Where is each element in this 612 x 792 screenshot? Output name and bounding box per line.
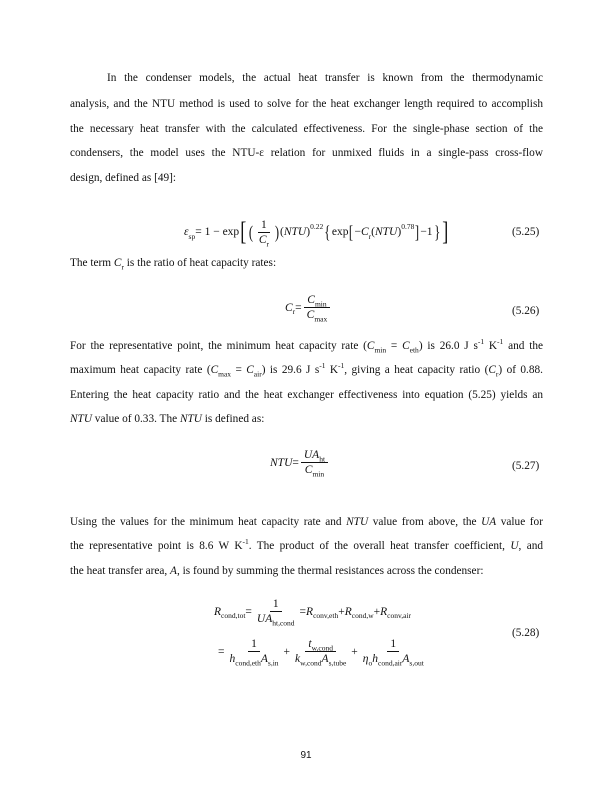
subscript: max	[218, 369, 232, 377]
subscript: conv,air	[387, 611, 412, 620]
text-segment: +	[373, 605, 381, 618]
numerator	[248, 637, 260, 652]
fraction	[254, 597, 298, 626]
italic-symbol: R	[380, 605, 388, 618]
text-segment: ) of 0.88.	[498, 364, 543, 376]
italic-symbol: U	[510, 540, 519, 552]
eq-symbol: C	[360, 226, 369, 238]
text-segment: maximum heat capacity rate (	[70, 364, 211, 376]
subscript: conv,eth	[313, 611, 339, 620]
italic-symbol: C	[402, 340, 410, 352]
text-segment: and the	[503, 340, 543, 352]
fraction	[292, 637, 349, 666]
fraction	[360, 637, 427, 666]
eq-symbol: NTU	[283, 226, 307, 238]
paren-open: (	[248, 221, 253, 242]
italic-symbol: A	[170, 565, 177, 577]
italic-symbol: R	[344, 605, 352, 618]
text-segment: design, defined as [49]:	[70, 172, 177, 184]
denominator	[256, 233, 272, 247]
text-segment: value of 0.33. The	[91, 413, 180, 425]
eq-symbol: C	[306, 309, 315, 321]
text-segment: =	[218, 645, 225, 658]
eq-symbol: UA	[303, 449, 320, 461]
text-segment: In the condenser models, the actual heat transfer is known from the thermodynamic	[107, 72, 543, 84]
text-segment: the representative point is 8.6 W K	[70, 540, 243, 552]
italic-symbol: h	[229, 653, 236, 665]
text-segment: +	[283, 645, 291, 658]
italic-symbol: UA	[481, 516, 497, 528]
bracket-close: ]	[442, 217, 449, 246]
paragraph-1-line-1	[107, 71, 543, 85]
paragraph-1-line-4	[70, 146, 543, 160]
eq-sup: 0.22	[310, 221, 324, 231]
eq-symbol: NTU	[270, 456, 293, 469]
supscript: -1	[497, 339, 504, 347]
text-segment: ) is 26.0 J s	[418, 340, 478, 352]
text-segment: =	[299, 605, 307, 618]
italic-symbol: C	[113, 257, 122, 269]
text-segment: For the representative point, the minimum heat capacity rate (	[70, 340, 367, 352]
subscript: r	[495, 369, 499, 377]
eq-sub: sp	[188, 231, 196, 241]
equation-number: (5.26)	[512, 305, 540, 317]
eq-symbol: NTU	[374, 226, 398, 238]
bracket-open: [	[240, 217, 247, 246]
eq-sub: ht	[319, 454, 326, 464]
paragraph-3-line-3	[70, 564, 543, 578]
italic-symbol: NTU	[70, 413, 92, 425]
eq-sub: r	[266, 238, 270, 248]
subscript: cond,eth	[235, 658, 261, 668]
fraction	[301, 448, 328, 477]
text-segment: condensers, the model uses the NTU-ε relation for unmixed fluids in a single-pass cross-flow	[70, 147, 543, 159]
italic-symbol: C	[210, 364, 219, 376]
eq-symbol: C	[307, 294, 315, 306]
italic-symbol: C	[488, 364, 496, 376]
text-segment: +	[351, 645, 358, 658]
italic-symbol: A	[321, 653, 329, 665]
term-line	[70, 256, 543, 270]
eq-symbol: C	[304, 464, 313, 476]
paragraph-2-line-4	[70, 412, 543, 426]
bracket-open: [	[349, 221, 354, 242]
italic-symbol: C	[366, 340, 375, 352]
numerator	[270, 597, 282, 612]
brace-close: }	[433, 221, 440, 242]
text-segment: Entering the heat capacity ratio and the heat exchanger effectiveness into equation (5.25) yields an	[70, 389, 543, 401]
italic-symbol: UA	[256, 613, 273, 625]
text-segment: value from above, the	[368, 516, 482, 528]
fraction	[256, 218, 272, 247]
text-segment: , and	[518, 540, 543, 552]
equation-number: (5.28)	[512, 627, 540, 639]
italic-symbol: R	[214, 605, 222, 618]
paren-close: )	[274, 221, 280, 242]
italic-symbol: h	[372, 653, 379, 665]
text-segment: is the ratio of heat capacity rates:	[123, 257, 277, 269]
text-segment: is defined as:	[201, 413, 265, 425]
denominator	[227, 652, 282, 666]
text-segment: =	[245, 605, 252, 618]
page-number: 91	[300, 750, 312, 761]
numerator	[304, 293, 329, 308]
italic-symbol: η	[362, 653, 369, 665]
subscript: s,tube	[328, 658, 347, 668]
denominator	[292, 652, 349, 666]
paragraph-1-line-2	[70, 97, 543, 111]
equation-5-25: ε $_{sp}$ = 1 − exp [ ( $\frac{1}{C_r}$ ) ( NTU ) $^{0.22}$ { exp [ − C $_r$ ( NTU ) $^{0.78}$ ] −1 } ]	[184, 217, 449, 248]
supscript: -1	[242, 539, 249, 547]
fraction	[227, 637, 282, 666]
numerator	[301, 448, 328, 463]
paragraph-1-line-5	[70, 171, 543, 185]
subscript: s,in	[267, 658, 279, 668]
text-segment: analysis, and the NTU method is used to solve for the heat exchanger length required to accomplish	[70, 98, 543, 110]
text-segment: K	[484, 340, 498, 352]
bracket-close: ]	[415, 221, 420, 242]
numerator: 1	[258, 218, 270, 233]
denominator	[254, 612, 298, 626]
text-segment: ) is 29.6 J s	[261, 364, 320, 376]
paragraph-2-line-2	[70, 363, 543, 377]
italic-symbol: NTU	[346, 516, 369, 528]
denominator	[360, 652, 427, 666]
subscript: cond,w	[351, 611, 374, 620]
supscript: -1	[319, 363, 326, 371]
eq-text: =	[292, 456, 299, 469]
equation-number: (5.25)	[512, 226, 540, 238]
text-segment: K	[325, 364, 339, 376]
eq-text: = 1 − exp	[195, 226, 240, 238]
numerator	[305, 637, 336, 652]
subscript: cond,tot	[221, 611, 246, 620]
fraction	[304, 293, 331, 322]
italic-symbol: C	[246, 364, 254, 376]
text-segment: +	[338, 605, 345, 618]
eq-symbol: C	[258, 233, 267, 246]
eq-sub: r	[292, 307, 296, 316]
text-segment: the heat transfer area,	[70, 565, 171, 577]
text-segment: 1	[251, 638, 257, 650]
paragraph-1-line-3	[70, 122, 543, 136]
italic-symbol: NTU	[179, 413, 202, 425]
text-segment: . The product of the overall heat transfer coefficient,	[248, 540, 511, 552]
numerator	[387, 637, 399, 652]
equation-number: (5.27)	[512, 460, 540, 472]
eq-sub: max	[314, 314, 328, 324]
italic-symbol: A	[402, 653, 410, 665]
subscript: o	[368, 658, 373, 668]
text-segment: , is found by summing the thermal resistances across the condenser:	[176, 565, 484, 577]
text-segment: 1	[390, 638, 397, 650]
eq-text: =	[295, 301, 302, 314]
equation-5-28-row-2	[218, 637, 429, 666]
text-segment: =	[231, 364, 247, 376]
eq-text: −	[354, 226, 361, 238]
eq-sub: min	[314, 299, 327, 309]
eq-text: −1	[420, 226, 433, 238]
subscript: w,cond	[300, 658, 322, 668]
subscript: cond,air	[378, 658, 403, 668]
equation-5-26	[285, 293, 332, 322]
equation-5-28-row-1	[214, 597, 411, 626]
supscript: -1	[477, 339, 485, 347]
subscript: r	[121, 262, 124, 272]
paragraph-3-line-1	[70, 515, 543, 529]
text-segment: 1	[272, 598, 279, 610]
text-segment: =	[386, 340, 403, 352]
text-segment: the necessary heat transfer with the calculated effectiveness. For the single-phase section of the	[70, 123, 543, 135]
supscript: -1	[338, 363, 345, 371]
subscript: ht,cond	[272, 618, 295, 628]
paragraph-2-line-1	[70, 339, 543, 353]
eq-symbol: ε	[184, 226, 189, 238]
text-segment: , giving a heat capacity ratio (	[344, 364, 489, 376]
subscript: air	[253, 369, 262, 377]
subscript: s,out	[409, 658, 424, 668]
denominator	[304, 308, 331, 322]
eq-sub: r	[368, 231, 372, 241]
subscript: eth	[409, 345, 419, 353]
italic-symbol: A	[260, 653, 268, 665]
eq-sub: min	[312, 469, 325, 479]
text-segment: value for	[496, 516, 543, 528]
paragraph-3-line-2	[70, 539, 543, 553]
brace-open: {	[324, 221, 331, 242]
eq-sup: 0.78	[401, 221, 415, 231]
eq-text: exp	[331, 226, 349, 238]
paragraph-2-line-3	[70, 388, 543, 402]
equation-5-27	[270, 448, 330, 477]
text-segment: The term	[70, 257, 114, 269]
text-segment: Using the values for the minimum heat capacity rate and	[70, 516, 347, 528]
italic-symbol: t	[308, 638, 312, 650]
subscript: w,cond	[311, 643, 333, 653]
denominator	[302, 463, 327, 477]
eq-symbol: C	[285, 301, 293, 314]
subscript: min	[374, 345, 387, 353]
italic-symbol: R	[306, 605, 314, 618]
italic-symbol: k	[295, 653, 301, 665]
